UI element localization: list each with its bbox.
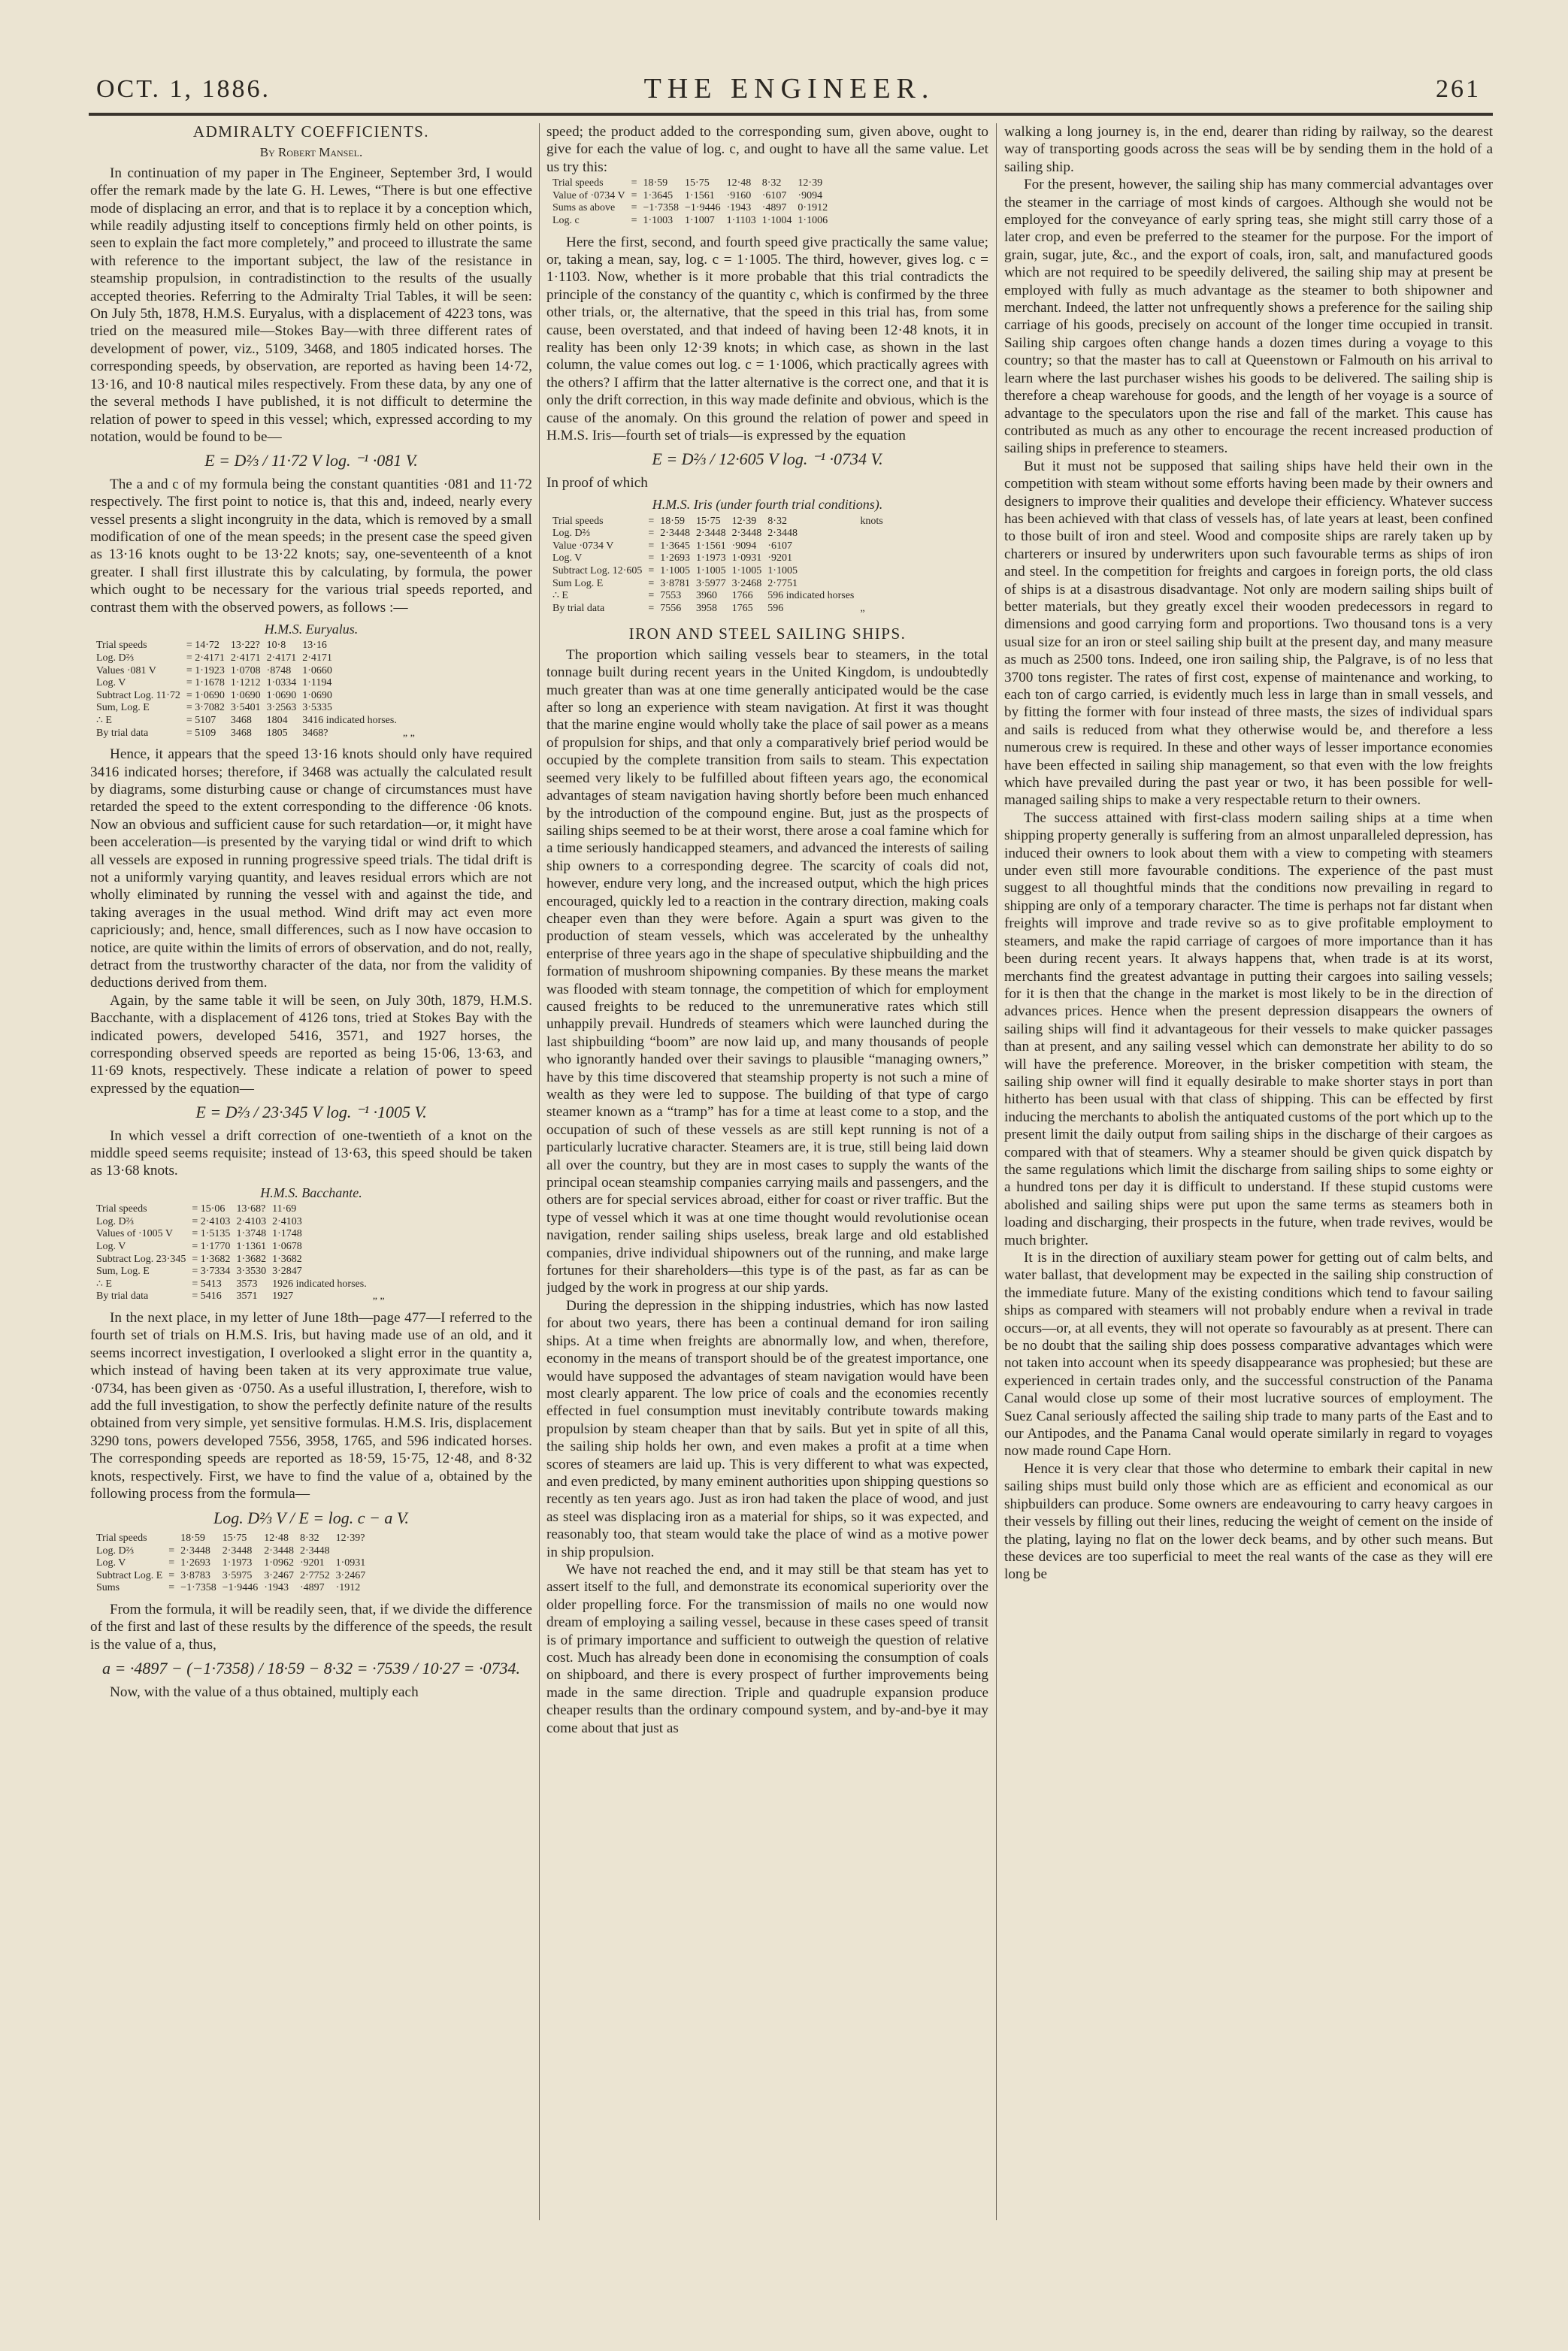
table-cell: Trial speeds [552, 177, 604, 189]
table-cell [373, 1278, 391, 1291]
table-cell: = [648, 590, 655, 602]
table-cell: 1·1005 [731, 565, 762, 577]
table-cell: ∴ E [552, 590, 568, 602]
table-cell [403, 715, 421, 728]
table-cell: 1·1973 [695, 552, 726, 564]
table-row [96, 677, 421, 690]
table-cell: Subtract Log. 12·605 [552, 565, 643, 577]
table-cell [403, 702, 421, 715]
table-row [552, 177, 834, 190]
table-cell [403, 652, 421, 665]
paragraph: Now, with the value of a thus obtained, multiply each [110, 1684, 419, 1700]
data-table [96, 1533, 371, 1595]
table-cell [373, 1203, 391, 1216]
table-row [552, 552, 889, 565]
table-cell: = 1·1923 [186, 664, 225, 676]
table-cell [403, 665, 421, 678]
paragraph: It is in the direction of auxiliary steam power for getting out of calm belts, and water ballast, that development may be expected in the sailing ship construction of the immediate future. Many of the existing conditions which tend to favour sailing ships as compared with steamers will not probably endure when a revival in trade occurs—or, at all events, they will not operate so favourably as at present. There can be no doubt that the sailing ship does possess comparative advantages which were not taken into account when its speedy disappearance was prophesied; but these are experienced in certain trades only, and the successful construction of the Panama Canal would close up some of their most lucrative sources of employment. The Suez Canal seriously affected the sailing ship trade to many parts of the East and to our Antipodes, and the Panama Canal would operate similarly in regard to voyages now made round Cape Horn. [1004, 1250, 1493, 1460]
table-cell: 1·0690 [230, 689, 261, 701]
table-cell [403, 690, 421, 703]
table-cell: 1·3645 [660, 540, 690, 552]
table-cell: Log. D⅔ [552, 528, 591, 540]
table-cell: 2·7752 [299, 1569, 330, 1581]
paragraph: Hence it is very clear that those who determine to embark their capital in new sailing ships must build only those which are as efficient and economical as our shipbuilders can produce. Some owners are endeavouring to carry heavy cargoes in their vessels by filling out their lines, reducing the weight of cement on the inside of the plating, laying no flat on the lower deck beams, and by other such means. But these devices are too superficial to meet the real wants of the case as they will ere long be [1004, 1460, 1493, 1583]
table-cell: 0·1912 [798, 202, 828, 214]
table-cell: 2·4171 [230, 652, 261, 664]
table-row [552, 190, 834, 203]
data-table [552, 177, 834, 227]
table-cell: Trial speeds [552, 515, 604, 527]
table-cell: 18·59 [180, 1532, 205, 1544]
table-cell: = [168, 1582, 175, 1594]
table-cell: 3·3530 [236, 1266, 267, 1278]
table-cell: Values ·081 V [96, 664, 156, 676]
table-cell: 1926 indicated horses. [272, 1278, 367, 1290]
table-cell: 1·1004 [761, 215, 792, 226]
table-cell: 12·39? [335, 1532, 365, 1544]
table-cell: 1·1561 [685, 189, 715, 201]
paragraph: In proof of which [546, 474, 648, 491]
table-row [96, 728, 421, 740]
table-cell: 8·32 [761, 177, 782, 189]
table-cell: = [648, 577, 655, 589]
table-cell: Sum, Log. E [96, 1266, 150, 1278]
table-cell: 1·1361 [236, 1241, 267, 1253]
table-cell: 3·5401 [230, 702, 261, 714]
table-row [552, 578, 889, 591]
table-cell: 1927 [272, 1290, 294, 1303]
table-cell: 1·0690 [302, 689, 332, 701]
paragraph: speed; the product added to the corresponding sum, given above, ought to give for each the value of log. c, and ought to have all the same value. Let us try this: [546, 124, 988, 175]
table-row [96, 1266, 391, 1278]
table-cell: = 1·1678 [186, 677, 225, 689]
table-cell: 2·4103 [236, 1215, 267, 1227]
table-cell: 1·1212 [230, 677, 261, 689]
table-row [96, 1278, 391, 1291]
table-cell: Sums as above [552, 202, 616, 214]
data-table [552, 516, 889, 616]
table-cell [860, 540, 888, 553]
table-cell: ∴ E [96, 1278, 112, 1290]
table-cell: Trial speeds [96, 1203, 147, 1215]
table-cell: 2·3448 [264, 1545, 294, 1557]
issue-date: OCT. 1, 1886. [96, 75, 271, 103]
table-cell: = [631, 189, 637, 201]
table-cell: By trial data [96, 727, 149, 739]
paragraph: The success attained with first-class modern sailing ships at a time when shipping property generally is suffering from an almost unparalleled depression, has induced their owners to look about them with a view to competing with steamers under even still more favourable conditions. The experience of the past must suggest to all thoughtful minds that the conditions now prevailing in regard to shipping are only of a temporary character. The time is perhaps not far distant when freights will improve and trade revive so as to give profitable employment to steamers, and make the rapid carriage of cargoes of more importance than it has been during recent years. It always happens that, when trade is at its worst, merchants find the greatest advantage in putting their cargoes into sailing vessels; for it is then that the change in the market is most likely to be in the direction of advances prices. Hence when the present depression disappears the owners of sailing ships will find it advantageous for their vessels to make quicker passages than at present, and any sailing vessel which can demonstrate her ability to do so will have the preference. Moreover, in the brisker competition with steam, the sailing ship owner will find it equally desirable to make shorter stays in port than hitherto has been usual with that class of shipping. This can be effected by first inducing the merchants to abolish the antiquated customs of the port which up to the present limit the daily output from sailing ships in the discharge of their cargoes as compared with that of steamers. Why a steamer should be given quick dispatch by the same regulations which limit the discharge from sailing ships to some eighty or a hundred tons per day it is difficult to understand. If these stupid customs were abolished and sailing ships were put upon the same terms as steamers both in loading and discharging, their prospects in the future, when trade revives, would be much brighter. [1004, 809, 1493, 1248]
column-divider [539, 123, 540, 2220]
table-cell [860, 552, 888, 565]
table-cell: 1·1003 [643, 215, 674, 226]
table-cell: = 5416 [192, 1290, 222, 1303]
table-cell: Log. V [552, 552, 583, 564]
table-cell: 10·8 [266, 640, 286, 652]
paragraph: From the formula, it will be readily seen, that, if we divide the difference of the first and last of these results by the difference of the speeds, the result is the value of a, thus, [90, 1601, 532, 1653]
table-cell: 18·59 [660, 515, 685, 527]
table-cell: 18·59 [643, 177, 668, 189]
table-cell: 1·1973 [222, 1557, 253, 1569]
table-cell: 596 [767, 602, 784, 614]
table-row [96, 1254, 391, 1266]
table-cell: „ „ [402, 727, 415, 739]
data-table [96, 1203, 391, 1303]
article-title: ADMIRALTY COEFFICIENTS. [192, 123, 430, 141]
column-2 [546, 123, 988, 2213]
table-cell: 1·3748 [236, 1228, 267, 1240]
table-cell: 2·3448 [767, 528, 798, 540]
table-row [552, 516, 889, 528]
table-cell: = [648, 540, 655, 552]
table-cell: 2·3448 [299, 1545, 330, 1557]
table-caption: H.M.S. Bacchante. [260, 1185, 362, 1200]
table-row [552, 603, 889, 616]
table-cell: 1·3682 [236, 1253, 267, 1265]
table-cell: 1·1561 [695, 540, 726, 552]
table-cell: 3958 [695, 602, 717, 614]
table-cell: „ „ [372, 1290, 385, 1303]
table-cell: 2·7751 [767, 577, 798, 589]
table-cell: 15·75 [685, 177, 710, 189]
table-cell: 12·48 [264, 1532, 289, 1544]
table-cell: −1·7358 [180, 1582, 216, 1594]
paragraph: Hence, it appears that the speed 13·16 knots should only have required 3416 indicated horses; therefore, if 3468 was actually the calculated result by diagrams, some disturbing cause or change of circumstances must have retarded the speed to the extent corresponding to the difference ·06 knots. Now an obvious and sufficient cause for such retardation—or, it might have been acceleration—is presented by the varying tidal or wind drift to which all vessels are exposed in running progressive speed trials. The tidal drift is not a uniformly varying quantity, and leaves residual errors which are not wholly eliminated by running the vessel with and against the tide, and taking averages in the usual method. Wind drift may act even more capriciously; and, hence, small differences, such as I now have occasion to notice, are quite within the limits of errors of observation, and do not, really, detract from the trustworthy character of the data, nor from the validity of deductions derived from them. [90, 746, 532, 991]
table-cell: 3·2468 [731, 577, 762, 589]
table-cell: ·8748 [266, 664, 292, 676]
table-cell: 1805 [266, 727, 288, 739]
table-cell: 1·0931 [731, 552, 762, 564]
table-cell: = 5107 [186, 714, 216, 726]
table-cell [336, 1545, 372, 1558]
table-cell: Subtract Log. 23·345 [96, 1253, 186, 1265]
table-cell: Subtract Log. 11·72 [96, 689, 180, 701]
table-cell: Value of ·0734 V [552, 189, 625, 201]
table-cell: = 5413 [192, 1278, 222, 1290]
column-divider [996, 123, 997, 2220]
table-cell: Values of ·1005 V [96, 1228, 174, 1240]
table-cell: 15·75 [222, 1532, 247, 1544]
table-row [96, 702, 421, 715]
table-cell: 1·0708 [230, 664, 261, 676]
equation: E = D⅔ / 11·72 V log. ⁻¹ ·081 V. [204, 451, 418, 471]
table-row [552, 215, 834, 228]
table-cell: 7553 [660, 590, 682, 602]
table-cell: 1·0962 [264, 1557, 294, 1569]
data-table [96, 640, 421, 740]
table-cell: −1·9446 [222, 1582, 259, 1594]
table-cell: ·4897 [761, 202, 787, 214]
table-cell: −1·7358 [643, 202, 680, 214]
table-cell: = [168, 1569, 175, 1581]
table-cell: 13·68? [236, 1203, 266, 1215]
table-cell: 1·3682 [272, 1253, 302, 1265]
table-cell: 1·0660 [302, 664, 332, 676]
table-cell: 3468 [230, 714, 252, 726]
paragraph: We have not reached the end, and it may still be that steam has yet to assert itself to the full, and demonstrate its economical superiority over the older propelling force. For the transmission of mails no one would now dream of employing a sailing vessel, because in these cases speed of transit is of primary importance and sufficient to outweigh the question of relative cost. Much has already been done in economising the consumption of coals on shipboard, and there is every prospect of further improvements being made in the same direction. Triple and quadruple expansion produce cheaper results than the ordinary compound system, and by-and-bye it may come about that just as [546, 1561, 988, 1736]
table-cell: = [648, 552, 655, 564]
table-cell: 3·2847 [272, 1266, 302, 1278]
table-cell: ·1912 [335, 1582, 361, 1594]
paragraph: During the depression in the shipping industries, which has now lasted for about two years, there has been a continual demand for iron sailing ships. At a time when freights are abnormally low, and when, therefore, economy in the means of transport should be of the greatest importance, one would have supposed the advantages of steam navigation would have been most clearly apparent. The low price of coals and the economies recently effected in fuel consumption must inevitably contribute towards making propulsion by steam cheaper than that by sails. But yet in spite of all this, the sailing ship holds her own, and even makes a profit at a time when scores of steamers are laid up. This is very different to what was expected, and even predicted, by many eminent authorities upon shipping questions so recently as ten years ago. Just as iron had taken the place of wood, and just as steel was displacing iron as a material for ships, so it was expected, and reasonably too, that steam would take the place of wind as a motive power in ship propulsion. [546, 1297, 988, 1560]
table-cell: = [631, 177, 637, 189]
table-cell: = 2·4103 [192, 1215, 231, 1227]
table-cell: By trial data [552, 602, 605, 614]
column-3 [1004, 123, 1493, 2213]
table-cell: = 1·0690 [186, 689, 225, 701]
paragraph: In which vessel a drift correction of one-twentieth of a knot on the middle speed seems requisite; instead of 13·63, this speed should be taken as 13·68 knots. [90, 1127, 532, 1179]
paragraph: Here the first, second, and fourth speed give practically the same value; or, taking a mean, say, log. c = 1·1005. The third, however, gives log. c = 1·1103. Now, whether is it more probable that this trial contradicts the principle of the constancy of the quantity c, which is confirmed by the three other trials, or, the alternative, that the speed in this trial has, from some cause, been overstated, and that indeed of having been 12·48 knots, it in reality has been only 12·39 knots; in which case, as shown in the last column, the value comes out log. c = 1·1006, which practically agrees with the others? I affirm that the latter alternative is the correct one, and that it is only the drift correction, in this way made definite and obvious, which is the cause of the anomaly. On this ground the relation of power and speed in H.M.S. Iris—fourth set of trials—is expressed by the equation [546, 234, 988, 444]
table-cell: 1·1007 [685, 215, 715, 226]
table-cell: = 1·5135 [192, 1228, 231, 1240]
table-cell: Subtract Log. E [96, 1569, 163, 1581]
table-cell: 596 indicated horses [767, 590, 855, 602]
table-cell: = 2·4171 [186, 652, 225, 664]
table-cell: = 5109 [186, 727, 216, 739]
table-cell: 1·1006 [798, 215, 828, 226]
table-cell: 2·4103 [272, 1215, 302, 1227]
table-cell [373, 1254, 391, 1266]
table-cell: 3573 [236, 1278, 258, 1290]
equation: E = D⅔ / 12·605 V log. ⁻¹ ·0734 V. [652, 449, 883, 469]
page-header [90, 72, 1488, 110]
equation: a = ·4897 − (−1·7358) / 18·59 − 8·32 = ·7539 / 10·27 = ·0734. [102, 1659, 520, 1678]
table-cell: Log. D⅔ [96, 1545, 135, 1557]
table-cell [860, 565, 888, 578]
table-cell: By trial data [96, 1290, 149, 1303]
table-caption: H.M.S. Iris (under fourth trial conditions). [652, 497, 883, 513]
table-cell: 1804 [266, 714, 288, 726]
table-cell: ∴ E [96, 714, 112, 726]
table-cell: 1·1748 [272, 1228, 302, 1240]
table-cell: Trial speeds [96, 640, 147, 652]
table-cell: 1·1005 [695, 565, 726, 577]
table-cell: Log. V [96, 1241, 126, 1253]
paragraph: The proportion which sailing vessels bear to steamers, in the total tonnage built during recent years in the United Kingdom, is undoubtedly much greater than was at one time generally anticipated would be the case after so long an experience with steam navigation. At first it was thought that the marine engine would wholly take the place of sail power as a means of propulsion for ships, and that only a comparatively brief period would be occupied by the complete transition from sails to steam. This expectation seemed very likely to be fulfilled about fifteen years ago, the economical advantages of steam navigation having shortly before been much enhanced by the introduction of the compound engine. But, just as the prospects of sailing ships seemed to be at their worst, there arose a coal famine which for a time seriously handicapped steamers, and advanced the interests of sailing ship owners to a corresponding degree. The scarcity of coals did not, however, endure very long, and the increased output, which the high prices encouraged, quickly led to a reaction in the contrary direction, making coals cheaper even than they were before. Again a spurt was given to the production of steam vessels, which was accelerated by the unhealthy enterprise of three years ago in the shape of speculative shipbuilding and the formation of mushroom shipowning companies. By these means the market was flooded with steam tonnage, the competition of which for employment caused freights to be reduced to the unremunerative rates which still unhappily prevail. Hundreds of steamers which were launched during the last shipbuilding “boom” are now laid up, and many thousands of people who ignorantly handed over their savings to plausible “managing owners,” have by this time discovered that steamship property is not such a mine of wealth as they were led to suppose. The building of that type of cargo steamer known as a “tramp” has for a time at least come to a stop, and the occupation of such of these vessels as are still kept running is not of a particularly lucrative character. Steamers are, it is true, still being laid down all over the country, but they are in most cases to supply the wants of the principal ocean steamship companies carrying mails and passengers, and the others are for special services abroad, either for coast or river traffic. But the type of vessel which it was at one time thought would revolutionise ocean navigation, render sailing ships useless, break large and old established companies, drive individual shipowners out of the running, and make large fortunes for their shareholders—this type is of the past, as far as can be judged by the work in progress at our ship yards. [546, 646, 988, 1297]
table-cell: 1·1005 [660, 565, 690, 577]
table-cell: Sum, Log. E [96, 702, 150, 714]
article-byline: By Robert Mansel. [259, 145, 363, 160]
table-cell: ·9094 [731, 540, 757, 552]
table-cell [860, 590, 888, 603]
table-row [552, 528, 889, 540]
table-cell: 2·4171 [266, 652, 297, 664]
table-cell: knots [860, 515, 883, 527]
table-cell: 3·5335 [302, 702, 332, 714]
table-cell: ·4897 [299, 1582, 325, 1594]
table-cell: 2·3448 [180, 1545, 210, 1557]
table-cell: 3·2467 [264, 1569, 294, 1581]
table-cell: Sum Log. E [552, 577, 604, 589]
table-cell [403, 677, 421, 690]
table-cell: 1·1103 [726, 215, 756, 226]
table-cell: Sums [96, 1582, 120, 1594]
table-cell: ·6107 [761, 189, 787, 201]
table-cell: ·9094 [798, 189, 823, 201]
table-cell: 2·3448 [660, 528, 690, 540]
table-cell: = 1·3682 [192, 1253, 231, 1265]
table-row [552, 590, 889, 603]
table-cell: 1·0678 [272, 1241, 302, 1253]
table-cell: 3·5975 [222, 1569, 253, 1581]
table-cell: ·6107 [767, 540, 792, 552]
table-cell: 3·5977 [695, 577, 726, 589]
table-row [552, 202, 834, 215]
table-caption: H.M.S. Euryalus. [264, 621, 359, 637]
table-cell: „ [860, 602, 865, 614]
table-cell: = [631, 202, 637, 214]
table-row [96, 715, 421, 728]
table-cell: ·9201 [767, 552, 792, 564]
table-row [96, 1241, 391, 1254]
table-row [96, 1228, 391, 1241]
table-cell: Log. V [96, 677, 126, 689]
table-cell: 1·3645 [643, 189, 674, 201]
table-cell: 8·32 [767, 515, 787, 527]
table-cell: 3468? [302, 727, 328, 739]
table-cell: = [648, 528, 655, 540]
table-cell: Log. D⅔ [96, 1215, 135, 1227]
paragraph: walking a long journey is, in the end, dearer than riding by railway, so the dearest way of transporting goods across the seas will be by sending them in the hold of a sailing ship. [1004, 124, 1493, 175]
table-cell: 1765 [731, 602, 753, 614]
table-cell: = 3·7082 [186, 702, 225, 714]
table-cell [373, 1228, 391, 1241]
table-cell: 12·39 [798, 177, 823, 189]
table-cell: 2·3448 [731, 528, 762, 540]
page-number: 261 [1436, 75, 1481, 103]
table-cell: = 3·7334 [192, 1266, 231, 1278]
table-cell: 1·2693 [660, 552, 690, 564]
table-cell: 2·3448 [695, 528, 726, 540]
table-cell: 13·16 [302, 640, 327, 652]
table-cell: = [631, 215, 637, 226]
table-cell: 3·2467 [335, 1569, 366, 1581]
publication-title: THE ENGINEER. [643, 73, 935, 104]
equation: E = D⅔ / 23·345 V log. ⁻¹ ·1005 V. [195, 1103, 427, 1122]
table-cell: = 15·06 [192, 1203, 226, 1215]
table-cell: = [648, 602, 655, 614]
table-cell: = [168, 1545, 175, 1557]
table-row [552, 540, 889, 553]
table-cell: 3571 [236, 1290, 258, 1303]
table-cell: ·1943 [264, 1582, 289, 1594]
table-cell: = 14·72 [186, 640, 219, 652]
table-cell: 12·48 [726, 177, 752, 189]
table-cell: 1·1005 [767, 565, 798, 577]
paragraph: The a and c of my formula being the constant quantities ·081 and 11·72 respectively. The first point to notice is, that this and, indeed, nearly every vessel presents a slight incongruity in the data, which is removed by a small modification of one of the mean speeds; in the present case the speed given as 13·16 knots ought to be 13·22 knots; say, one-seventeenth of a knot greater. I shall first illustrate this by calculating, by formula, the power which ought to be necessary for the various trial speeds reported, and contrast them with the observed powers, as follows :— [90, 476, 532, 616]
table-row [96, 640, 421, 652]
table-cell: 3416 indicated horses. [302, 714, 397, 726]
table-cell: 2·4171 [302, 652, 332, 664]
table-cell: 7556 [660, 602, 682, 614]
paragraph: In the next place, in my letter of June 18th—page 477—I referred to the fourth set of trials on H.M.S. Iris, but having made use of an old, and it seems incorrect investigation, I overlooked a slight error in the quantity a, which instead of having been taken at its very approximate true value, ·0734, has been given as ·0750. As a useful illustration, I, therefore, wish to add the full investigation, to show the perfectly definite nature of the results obtained from very simple, yet sensitive formulas. H.M.S. Iris, displacement 3290 tons, powers developed 7556, 3958, 1765, and 596 indicated horses. The corresponding speeds are reported as 18·59, 15·75, 12·48, and 8·32 knots, respectively. First, we have to find the value of a, obtained by the following process from the formula— [90, 1310, 532, 1502]
table-row [96, 690, 421, 703]
table-cell: 3960 [695, 590, 717, 602]
equation: Log. D⅔ V / E = log. c − a V. [213, 1508, 409, 1527]
table-row [96, 1533, 371, 1545]
table-cell [860, 528, 888, 540]
table-row [96, 1582, 371, 1595]
table-cell [860, 578, 888, 591]
table-cell: = [168, 1557, 175, 1569]
table-row [96, 665, 421, 678]
table-cell: −1·9446 [685, 202, 721, 214]
table-row [96, 1216, 391, 1229]
header-rule [89, 113, 1493, 116]
paragraph: But it must not be supposed that sailing ships have held their own in the competition with steam without some efforts having been made by their owners and designers to improve their qualities and develope their efficiency. Whatever success has been achieved with that class of vessels has, of late years at least, been confined to those built of iron and steel. Wood and composite ships are rarely taken up by charterers or insured by underwriters upon such favourable terms as ships of iron and steel. In the competition for freights and cargoes in foreign ports, the old class of ships is at a disastrous disadvantage. Not only are modern sailing ships built of better materials, but they greatly excel their wooden predecessors in regard to dimensions and good carrying form and proportions. Two thousand tons is a very usual size for an iron or steel sailing ship built at the present day, and many measure as much as 2500 tons. Indeed, one iron sailing ship, the Palgrave, is of no less that 3700 tons register. The rates of first cost, expense of maintenance and working, to each ton of cargo carried, is evidently much less in large than in small vessels, and by fitting the former with four instead of three masts, the sizes of individual spars and sails is reduced from what they otherwise would be, and therefore a less numerous crew is required. In these and other ways of lesser importance economies have been effected in sailing ship management, so that even with the low freights which have prevailed during the past year or two, it has been possible for well-managed sailing ships to make a very respectable return to their owners. [1004, 458, 1493, 809]
table-cell: 2·3448 [222, 1545, 253, 1557]
table-cell: 1·2693 [180, 1557, 210, 1569]
table-cell [373, 1216, 391, 1229]
table-cell [168, 1533, 180, 1545]
table-cell: ·1943 [726, 202, 752, 214]
table-row [552, 565, 889, 578]
table-cell: Value ·0734 V [552, 540, 614, 552]
table-cell: ·9160 [726, 189, 752, 201]
paragraph: Again, by the same table it will be seen, on July 30th, 1879, H.M.S. Bacchante, with a displacement of 4126 tons, tried at Stokes Bay with the indicated powers, developed 5416, 3571, and 1927 horses, the corresponding observed speeds are reported as being 15·06, 13·63, and 11·69 knots, respectively. These indicate a relation of power to speed expressed by the equation— [90, 992, 532, 1097]
table-cell: 1·0334 [266, 677, 297, 689]
table-cell: 1·0690 [266, 689, 297, 701]
table-cell: 3468 [230, 727, 252, 739]
table-cell: = 1·1770 [192, 1241, 231, 1253]
table-cell: Log. V [96, 1557, 126, 1569]
table-cell [373, 1241, 391, 1254]
article-title: IRON AND STEEL SAILING SHIPS. [628, 625, 907, 643]
table-row [96, 1557, 371, 1570]
table-cell [373, 1266, 391, 1278]
table-cell: 12·39 [731, 515, 757, 527]
table-cell: 13·22? [230, 640, 260, 652]
table-cell: = [648, 515, 655, 527]
table-cell: Log. c [552, 215, 580, 226]
table-cell: 11·69 [272, 1203, 297, 1215]
table-row [96, 1203, 391, 1216]
table-cell: 1·1194 [302, 677, 332, 689]
table-cell: Log. D⅔ [96, 652, 135, 664]
table-row [96, 1570, 371, 1583]
table-cell: 3·8781 [660, 577, 690, 589]
table-cell: 3·2563 [266, 702, 297, 714]
table-cell: 8·32 [299, 1532, 319, 1544]
column-1 [90, 123, 532, 2213]
table-cell: 15·75 [695, 515, 721, 527]
table-cell: = [648, 565, 655, 577]
table-row [96, 1290, 391, 1303]
paragraph: For the present, however, the sailing ship has many commercial advantages over the steamer in the carriage of most kinds of cargoes. Although she would not be employed for the conveyance of early spring teas, she might still carry those of a later crop, and even be preferred to the steamer for the purpose. For the import of grain, sugar, jute, &c., and the export of coals, iron, salt, and manufactured goods which are not required to be speedily delivered, the sailing ship may at present be employed with fully as much advantage as the steamer to both shipowner and merchant. Indeed, the latter not unfrequently shows a preference for the sailing ship carriage of his goods, precisely on account of the longer time occupied in transit. Sailing ship cargoes often change hands a dozen times during a voyage to this country; so that the master has to call at Queenstown or Falmouth on his arrival to learn where the last purchaser wishes his goods to be delivered. The sailing ship is therefore a cheap warehouse for goods, and the length of her voyage is a source of advantage to the speculators upon the rise and fall of the market. This cause has contributed as much as any other to encourage the recent increased production of sailing ships in preference to steamers. [1004, 177, 1493, 457]
table-cell: 1766 [731, 590, 753, 602]
table-cell: 3·8783 [180, 1569, 210, 1581]
table-row [96, 652, 421, 665]
table-cell: Trial speeds [96, 1532, 147, 1544]
table-row [96, 1545, 371, 1558]
table-cell: 1·0931 [335, 1557, 366, 1569]
table-cell [403, 640, 421, 652]
table-cell: ·9201 [299, 1557, 325, 1569]
paragraph: In continuation of my paper in The Engineer, September 3rd, I would offer the remark made by the late G. H. Lewes, “There is but one effective mode of displacing an error, and that is to replace it by a conception which, while readily adjusting itself to conceptions firmly held on other points, is seen to explain the fact more completely,” and proceed to illustrate the same with reference to the important subject, the law of the resistance in steamship propulsion, in contradistinction to the results of the usually accepted theories. Referring to the Admiralty Trial Tables, it will be seen: On July 5th, 1878, H.M.S. Euryalus, with a displacement of 4223 tons, was tried on the measured mile—Stokes Bay—with three different rates of development of power, viz., 5109, 3468, and 1805 indicated horses. The corresponding speeds, by observation, are reported as having been 14·72, 13·16, and 10·8 nautical miles respectively. From these data, by any one of the several methods I have published, it is not difficult to determine the relation of power to speed in this vessel; which, expressed according to my notation, would be found to be— [90, 165, 532, 445]
